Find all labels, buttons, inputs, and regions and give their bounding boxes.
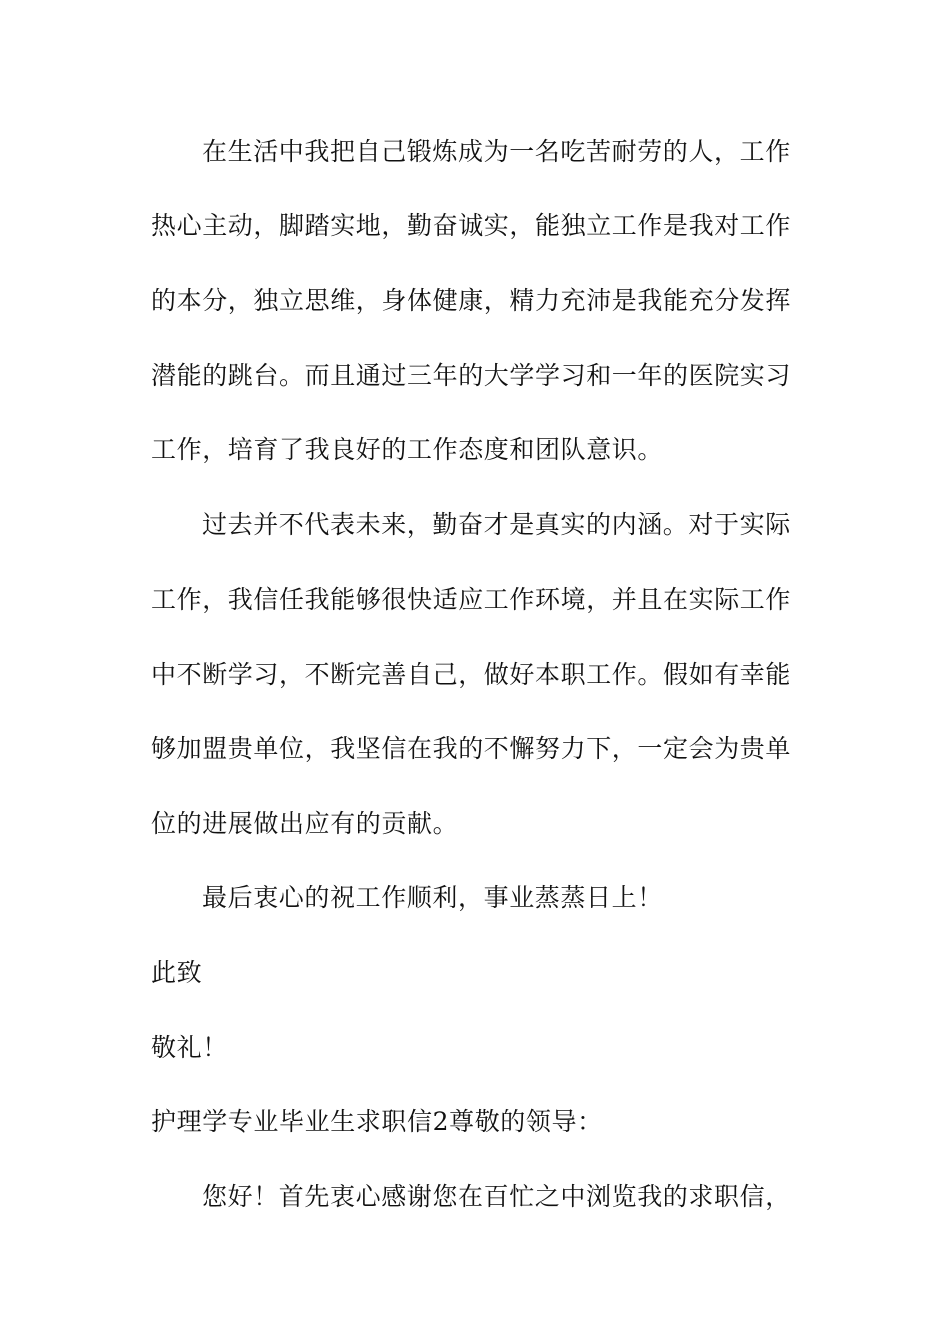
paragraph-2-line-2: 工作，我信任我能够很快适应工作环境，并且在实际工作 [151,585,792,614]
next-letter-opening: 您好！首先衷心感谢您在百忙之中浏览我的求职信， [202,1182,791,1211]
paragraph-2-line-5: 位的进展做出应有的贡献。 [151,809,459,838]
paragraph-1-line-5: 工作，培育了我良好的工作态度和团队意识。 [151,435,664,464]
paragraph-2-line-1: 过去并不代表未来，勤奋才是真实的内涵。对于实际 [202,510,791,539]
paragraph-1-line-3: 的本分，独立思维，身体健康，精力充沛是我能充分发挥 [151,286,792,315]
paragraph-2-line-4: 够加盟贵单位，我坚信在我的不懈努力下，一定会为贵单 [151,734,792,763]
salutation-jingli: 敬礼！ [151,1033,228,1062]
paragraph-1-line-2: 热心主动，脚踏实地，勤奋诚实，能独立工作是我对工作 [151,211,792,240]
next-letter-heading: 护理学专业毕业生求职信2尊敬的领导： [151,1107,603,1136]
salutation-cizhi: 此致 [151,958,203,987]
paragraph-1-line-4: 潜能的跳台。而且通过三年的大学学习和一年的医院实习 [151,361,792,390]
paragraph-1-line-1: 在生活中我把自己锻炼成为一名吃苦耐劳的人，工作 [202,137,791,166]
paragraph-2-line-3: 中不断学习，不断完善自己，做好本职工作。假如有幸能 [151,660,792,689]
closing-wish: 最后衷心的祝工作顺利，事业蒸蒸日上！ [202,883,663,912]
